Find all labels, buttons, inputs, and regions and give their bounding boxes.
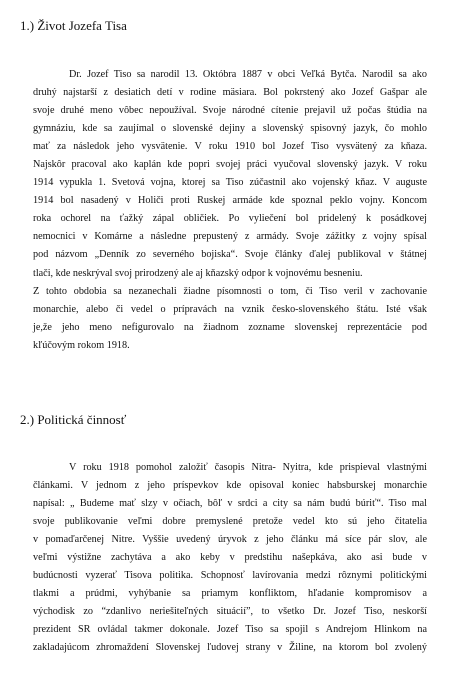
text-line: gymnáziu, kde sa zaujímal o slovenské dejiny a slovenský spisovný jazyk, čo mohlo (33, 123, 427, 135)
text-line: svoje publikovanie veľmi dobre premyslené pretože vedel kto sú jeho čitatelia (33, 516, 427, 528)
text-line: pod názvom „Denník zo severného bojiska“. Svoje články ďalej publikoval v štátnej (33, 249, 427, 261)
text-line: veľmi výstižne zachytáva a ako keby v predstihu našepkáva, ako asi bude v (33, 552, 427, 564)
text-line: svoje druhé meno vôbec nepoužíval. Svoje národné cítenie prejavil už počas štúdia na (33, 105, 427, 117)
text-line: druhý najstarší z desiatich detí v rodine mäsiara. Bol pokrstený ako Jozef Gašpar ale (33, 87, 427, 99)
section-body-politics (33, 459, 427, 658)
text-line: Dr. Jozef Tiso sa narodil 13. Októbra 1887 v obci Veľká Bytča. Narodil sa ako (69, 69, 427, 80)
text-line: tlakmi a prúdmi, vyhýbanie sa priamym konfliktom, hľadanie kompromisov a (33, 588, 427, 600)
text-line: 1914 bol nasadený v Holiči proti Ruskej armáde kde spoznal peklo vojny. Koncom (33, 195, 427, 207)
text-line: monarchie, alebo či vedel o prípravách na vznik česko-slovenského štátu. Isté však (33, 303, 427, 315)
text-line: východisk zo “zdanlivo neriešiteľných situácií”, to všetko Dr. Jozef Tiso, neskorší (33, 606, 427, 618)
text-line: Najskôr pracoval ako kaplán kde popri svojej práci vyučoval slovenský jazyk. V roku (33, 159, 427, 171)
text-line: je,že jeho meno nefigurovalo na žiadnom zozname slovenskej reprezentácie pod (33, 321, 427, 333)
text-line: nemocnici v Komárne a následne prepustený z armády. Svoje zážitky z vojny spísal (33, 231, 427, 243)
text-line: napísal: „ Budeme mať slzy v očiach, bôľ v srdci a city sa nám budú búriť“. Tiso mal (33, 498, 427, 510)
text-line: v pomaďarčenej Nitre. Vyššie uvedený úryvok z jeho článku má síce pár slov, ale (33, 534, 427, 546)
section-heading-politics: 2.) Politická činnosť (20, 412, 127, 427)
text-line: zakladajúcom zhromaždení Slovenskej ľudovej strany v Žiline, na ktorom bol zvolený (33, 642, 427, 654)
text-line: budúcnosti vyzerať Tisova politika. Schopnosť lavírovania medzi rôznymi politickými (33, 570, 427, 582)
section-body-life (33, 66, 427, 355)
section-heading-life: 1.) Život Jozefa Tisa (20, 18, 127, 33)
text-line: článkami. V jednom z jeho príspevkov kde opisoval koniec habsburskej monarchie (33, 480, 427, 492)
text-line: mať za následok jeho vysvätenie. V roku 1910 bol Jozef Tiso vysvätený za kňaza. (33, 141, 427, 153)
text-line: kľúčovým rokom 1918. (33, 339, 130, 351)
text-line: Z tohto obdobia sa nezanechali žiadne písomnosti o tom, či Tiso veril v zachovanie (33, 285, 427, 297)
text-line: tlači, kde neskrýval svoj prirodzený ale aj kňazský odpor k vojnovému besneniu. (33, 267, 363, 279)
text-line: prezident SR ovládal takmer dokonale. Jozef Tiso sa spojil s Andrejom Hlinkom na (33, 624, 427, 636)
text-line: 1914 vypukla 1. Svetová vojna, ktorej sa Tiso zúčastnil ako vojenský kňaz. V auguste (33, 177, 427, 189)
text-line: V roku 1918 pomohol založiť časopis Nitra- Nyitra, kde prispieval vlastnými (69, 462, 427, 473)
text-line: roka ochorel na ťažký zápal obličiek. Po vyliečení bol pridelený k posádkovej (33, 213, 427, 225)
